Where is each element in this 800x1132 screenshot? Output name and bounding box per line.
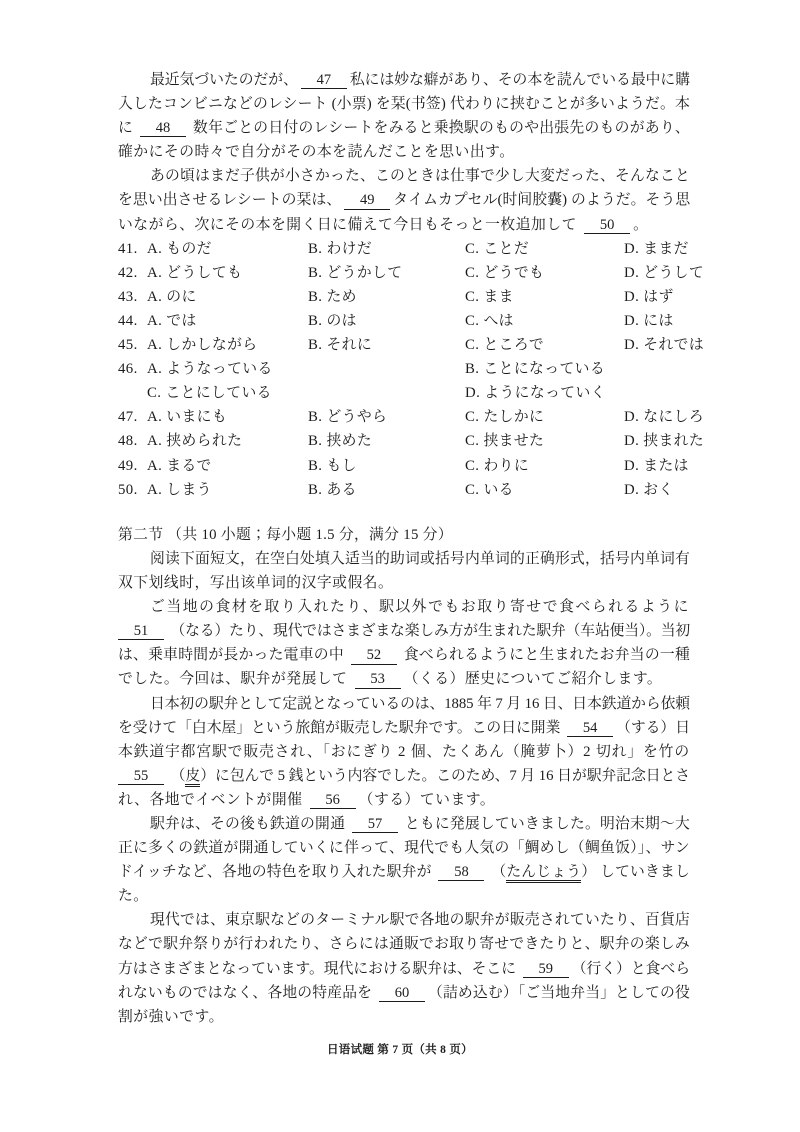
line-content	[118, 192, 690, 208]
text-run: （する）ています。	[358, 791, 496, 808]
text-line	[118, 643, 690, 667]
option-choice: D. はず	[624, 288, 674, 305]
question-number: 49.	[118, 457, 138, 474]
option-choice: B. ため	[308, 288, 357, 305]
option-row	[118, 429, 705, 453]
text-line	[118, 981, 690, 1005]
cloze-passage	[118, 68, 690, 237]
option-choice: A. どうしても	[147, 264, 243, 281]
page-footer: 日语试题 第 7 页（共 8 页）	[327, 1044, 473, 1056]
option-row	[118, 333, 705, 357]
text-run: 双下划线时，写出该单词的汉字或假名。	[118, 575, 394, 592]
text-line	[150, 595, 690, 619]
text-run: （行く）と食べら	[571, 960, 690, 977]
text-run: 阅读下面短文，在空白处填入适当的助词或括号内单词的正确形式，括号内单词有	[150, 550, 690, 567]
option-choice: D. または	[624, 457, 689, 474]
text-run: あの頃はまだ子供が小さかった、このときは仕事で少し大変だった、そんなこと	[150, 168, 690, 185]
text-run: ドイッチなど、各地の特色を取り入れた駅弁が	[118, 864, 436, 881]
line-content	[150, 551, 690, 567]
text-line	[118, 92, 690, 116]
option-choice: C. ことだ	[465, 240, 530, 257]
option-choice: C. たしかに	[465, 409, 545, 426]
line-content	[118, 840, 690, 856]
text-line	[118, 957, 690, 981]
text-line	[118, 1005, 690, 1029]
text-line	[118, 740, 690, 764]
question-number: 41.	[118, 240, 138, 257]
option-choice: B. ある	[308, 481, 357, 498]
option-choice: D. ようになっていく	[465, 385, 606, 402]
option-choice: B. どうかして	[308, 264, 403, 281]
answer-blank-57: 57	[352, 817, 398, 833]
option-row	[118, 261, 705, 285]
answer-blank-47: 47	[301, 73, 347, 89]
line-content	[118, 671, 662, 687]
text-run: でした。今回は、駅弁が発展して	[118, 671, 352, 688]
text-line	[118, 932, 690, 956]
text-line	[150, 68, 690, 92]
text-line	[118, 716, 690, 740]
line-content	[118, 217, 648, 233]
option-choice: A. ものだ	[147, 240, 212, 257]
text-run: （	[487, 864, 507, 881]
option-choice: B. 挟めた	[308, 433, 373, 450]
text-run: （くる）歴史についてご紹介します。	[403, 671, 663, 688]
answer-blank-60: 60	[379, 986, 425, 1002]
option-choice: C. ところで	[465, 337, 545, 354]
question-number: 47.	[118, 409, 138, 426]
text-run: 入したコンビニなどのレシート (小票) を栞(书签) 代わりに挟むことが多いようだ。本	[118, 96, 690, 113]
line-content	[118, 985, 690, 1001]
text-line	[118, 884, 690, 908]
option-choice: B. それに	[308, 337, 373, 354]
answer-blank-54: 54	[567, 721, 613, 737]
text-run: （	[167, 767, 186, 784]
question-number: 45.	[118, 337, 138, 354]
fill-in-passage	[118, 595, 690, 1029]
option-choice: B. のは	[308, 312, 357, 329]
text-run: （する）日	[616, 719, 690, 736]
answer-options	[118, 237, 705, 502]
option-choice: D. どうして	[624, 264, 705, 281]
option-choice: C. わりに	[465, 457, 530, 474]
option-choice: D. おく	[624, 481, 674, 498]
text-run: 駅弁は、その後も鉄道の開通	[150, 816, 349, 832]
line-content	[118, 144, 515, 160]
question-number: 46.	[118, 361, 138, 378]
text-run: （なる）たり、現代ではさまざまな楽しみ方が生まれた駅弁（车站便当）。当初	[167, 623, 690, 640]
option-row	[118, 454, 690, 478]
option-row	[118, 405, 705, 429]
line-content	[118, 961, 690, 977]
text-line	[150, 692, 690, 716]
answer-blank-55: 55	[118, 769, 164, 785]
text-line	[118, 213, 690, 237]
option-choice: C. まま	[465, 288, 514, 305]
question-number: 42.	[118, 264, 138, 281]
line-content	[118, 888, 149, 904]
double-underlined-word: 皮	[185, 768, 200, 787]
text-run: などで駅弁祭りが行われたり、さらには通販でお取り寄せできたりと、駅弁の楽しみ	[118, 936, 690, 953]
text-line	[118, 836, 690, 860]
text-run: を思い出させるレシートの栞は、	[118, 192, 342, 209]
line-content	[150, 168, 690, 184]
line-content	[118, 768, 690, 784]
answer-blank-59: 59	[523, 962, 569, 978]
option-row	[118, 478, 690, 502]
text-run: ） していきまし	[581, 864, 690, 881]
text-line	[118, 667, 690, 691]
option-choice: B. わけだ	[308, 240, 373, 257]
line-content	[118, 1009, 224, 1025]
text-run: れないものではなく、各地の特産品を	[118, 984, 376, 1001]
text-run: は、乗車時間が長かった電車の中	[118, 647, 348, 664]
option-choice: D. 挟まれた	[624, 433, 705, 450]
line-content	[118, 623, 690, 639]
text-run: た。	[118, 888, 149, 905]
text-run: ）に包んで 5 銭という内容でした。このため、7 月 16 日が駅弁記念日とさ	[200, 767, 690, 784]
option-choice: A. しまう	[147, 481, 212, 498]
option-choice: B. どうやら	[308, 409, 388, 426]
option-choice: A. いまにも	[147, 409, 228, 426]
answer-blank-53: 53	[355, 672, 401, 688]
line-content	[150, 816, 690, 832]
exam-page-body	[118, 68, 705, 1029]
line-content	[118, 720, 690, 736]
option-choice: A. 挟められた	[147, 433, 243, 450]
option-row	[118, 285, 690, 309]
line-content	[118, 792, 495, 808]
answer-blank-49: 49	[344, 193, 390, 209]
text-line	[118, 116, 690, 140]
line-content	[150, 599, 690, 615]
text-run: れ、各地でイベントが開催	[118, 791, 307, 808]
question-number: 48.	[118, 433, 138, 450]
text-line	[150, 812, 690, 836]
answer-blank-52: 52	[351, 648, 397, 664]
text-run: ご当地の食材を取り入れたり、駅以外でもお取り寄せで食べられるように	[150, 599, 690, 616]
text-line	[150, 547, 690, 571]
answer-blank-58: 58	[438, 865, 484, 881]
option-row	[118, 357, 690, 381]
text-run: 本鉄道宇都宮駅で販売され、「おにぎり 2 個、たくあん（腌萝卜）2 切れ」を竹の	[118, 743, 690, 760]
option-choice: B. ことになっている	[465, 361, 606, 378]
text-run: 方はさまざまとなっています。現代における駅弁は、そこに	[118, 960, 520, 977]
line-content	[118, 96, 690, 112]
text-run: 食べられるようにと生まれたお弁当の一種	[399, 647, 691, 664]
line-content	[118, 744, 690, 760]
text-line	[150, 164, 690, 188]
text-run: （詰め込む）「ご当地弁当」としての役	[428, 984, 690, 1001]
option-row	[118, 381, 690, 405]
option-choice: C. へは	[465, 312, 514, 329]
text-run: 私には妙な癖があり、その本を読んでいる最中に購	[349, 72, 690, 88]
option-choice: A. のに	[147, 288, 197, 305]
option-choice: D. ままだ	[624, 240, 689, 257]
text-run: 数年ごとの日付のレシートをみると乗換駅のものや出張先のものがあり、	[189, 120, 690, 137]
line-content	[150, 912, 690, 928]
text-line	[118, 764, 690, 788]
option-choice: C. 挟ませた	[465, 433, 545, 450]
line-content	[118, 864, 690, 880]
line-content	[150, 696, 690, 712]
option-choice: D. それでは	[624, 337, 705, 354]
text-line	[118, 788, 690, 812]
text-line	[118, 188, 690, 212]
text-line	[118, 860, 690, 884]
option-choice: A. ようなっている	[147, 361, 273, 378]
text-run: タイムカプセル(时间胶囊) のようだ。そう思	[393, 192, 691, 209]
text-run: 日本初の駅弁として定説となっているのは、1885 年 7 月 16 日、日本鉄道から依頼	[150, 695, 690, 712]
text-run: ともに発展していきました。明治末期～大	[400, 816, 690, 832]
answer-blank-51: 51	[118, 624, 164, 640]
text-run: 最近気づいたのだが、	[150, 72, 298, 88]
option-choice: A. しかしながら	[147, 337, 258, 354]
text-line	[118, 619, 690, 643]
text-line	[118, 571, 690, 595]
question-number: 44.	[118, 312, 138, 329]
line-content	[118, 575, 393, 591]
line-content	[118, 936, 690, 952]
option-choice: B. もし	[308, 457, 357, 474]
question-number: 43.	[118, 288, 138, 305]
line-content	[118, 647, 690, 663]
answer-blank-50: 50	[584, 218, 630, 234]
text-run: 正に多くの鉄道が開通していくに伴って、現代でも人気の「鯛めし（鲷鱼饭）」、サン	[118, 840, 690, 857]
double-underlined-word: たんじょう	[506, 864, 581, 883]
text-run: いながら、次にその本を開く日に備えて今日もそっと一枚追加して	[118, 216, 582, 233]
section-instructions	[118, 547, 690, 595]
section-heading: 第二节 （共 10 小题；每小题 1.5 分，满分 15 分）	[118, 526, 453, 543]
option-row	[118, 309, 690, 333]
option-choice: D. には	[624, 312, 674, 329]
text-run: 現代では、東京駅などのターミナル駅で各地の駅弁が販売されていたり、百貨店	[150, 912, 690, 929]
option-choice: C. ことにしている	[147, 385, 272, 402]
text-run: 割が強いです。	[118, 1008, 224, 1025]
text-line	[118, 140, 690, 164]
option-choice: A. まるで	[147, 457, 212, 474]
answer-blank-56: 56	[310, 793, 356, 809]
line-content	[118, 120, 690, 136]
text-run: を受けて「白木屋」という旅館が販売した駅弁です。この日に開業	[118, 719, 565, 736]
option-row	[118, 237, 690, 261]
option-choice: C. どうでも	[465, 264, 545, 281]
option-choice: D. なにしろ	[624, 409, 705, 426]
option-choice: C. いる	[465, 481, 514, 498]
text-run: 確かにその時々で自分がその本を読んだことを思い出す。	[118, 144, 515, 161]
text-run: に	[118, 120, 138, 137]
question-number: 50.	[118, 481, 138, 498]
text-line	[150, 908, 690, 932]
line-content	[150, 72, 690, 88]
text-run: 。	[633, 216, 649, 233]
option-choice: A. では	[147, 312, 197, 329]
answer-blank-48: 48	[140, 121, 186, 137]
